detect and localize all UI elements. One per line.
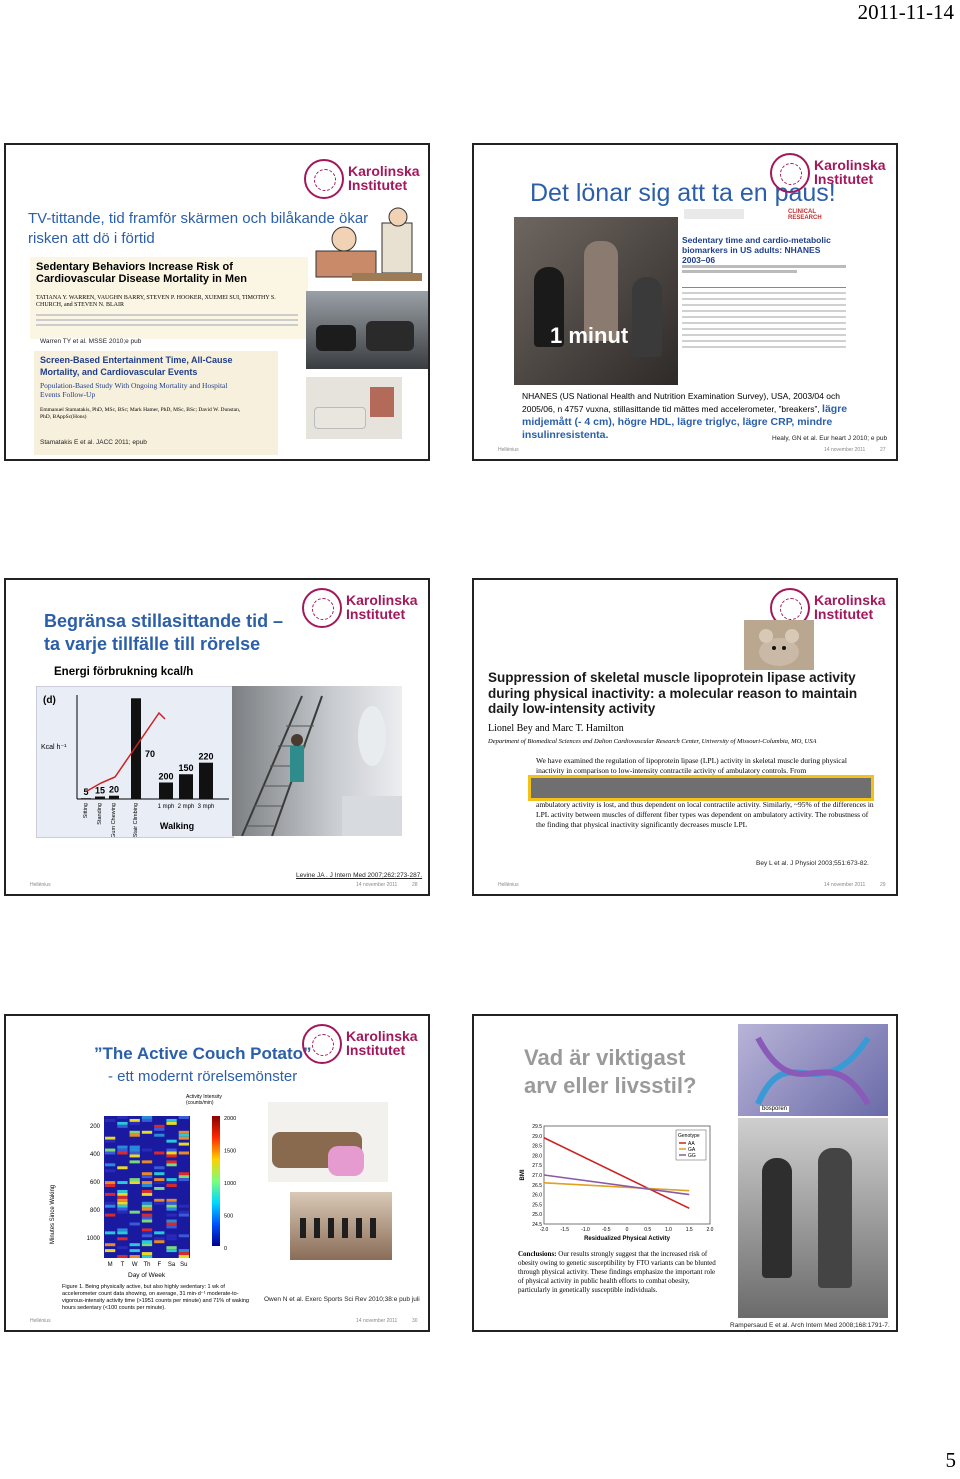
bar-category-label: 2 mph <box>177 804 195 810</box>
heatmap-cell <box>130 1223 140 1226</box>
slide-4 <box>472 578 898 896</box>
heatmap-cell <box>154 1199 164 1202</box>
slide-1-title: TV-tittande, tid framför skärmen och bilåkande ökar risken att dö i förtid <box>28 210 369 247</box>
heatmap-cell <box>142 1208 152 1211</box>
heatmap-cell <box>142 1228 152 1231</box>
heatmap-cell <box>117 1122 127 1125</box>
mouse-photo <box>744 620 814 670</box>
heatmap-cell <box>105 1140 115 1143</box>
heatmap-cell <box>166 1181 176 1184</box>
bar-value-label: 200 <box>158 771 174 782</box>
heatmap-cell <box>142 1175 152 1178</box>
y-tick-label: 27.0 <box>532 1173 542 1179</box>
heatmap-cell <box>117 1125 127 1128</box>
heatmap-cell <box>105 1137 115 1140</box>
ki-logo: Karolinska Institutet <box>770 588 888 634</box>
slide-6 <box>472 1014 898 1332</box>
ki-seal-icon <box>304 159 344 199</box>
heatmap-cell <box>117 1190 127 1193</box>
heatmap-cell <box>179 1116 189 1119</box>
energy-bar-chart <box>37 687 233 837</box>
heatmap-cell <box>117 1166 127 1169</box>
y-tick-label: 29.0 <box>532 1133 542 1140</box>
escalator-photo <box>232 686 402 836</box>
slide-2 <box>472 143 898 461</box>
heatmap-cell <box>105 1119 115 1122</box>
heatmap-cell <box>179 1143 189 1146</box>
bar-value-label: 5 <box>83 787 89 798</box>
page-number: 5 <box>945 1448 956 1472</box>
heatmap-cell <box>117 1255 127 1258</box>
paper-2-subtitle: Population-Based Study With Ongoing Mortality and Hospital Events Follow-Up <box>40 381 228 399</box>
heatmap-cell <box>154 1166 164 1169</box>
y-tick-label: 29.5 <box>532 1124 542 1130</box>
bmi-activity-chart <box>518 1120 718 1244</box>
heatmap-cell <box>166 1149 176 1152</box>
heatmap-cell <box>117 1116 127 1119</box>
x-tick-label: -1.5 <box>560 1227 570 1233</box>
heatmap-cell <box>179 1211 189 1214</box>
slide-5-subtitle: - ett modernt rörelsemönster <box>108 1068 298 1085</box>
heatmap-cell <box>117 1205 127 1208</box>
x-axis-label: Day of Week <box>128 1272 166 1279</box>
heatmap-cell <box>142 1160 152 1163</box>
y-tick-label: 800 <box>89 1208 100 1214</box>
heatmap-cell <box>166 1249 176 1252</box>
x-tick-label: 2.0 <box>706 1227 714 1233</box>
slide-6-ref: Rampersaud E et al. Arch Intern Med 2008;168:1791-7. <box>730 1322 890 1329</box>
couch-kids-photo <box>268 1102 388 1182</box>
heatmap-cell <box>142 1202 152 1205</box>
x-tick-label: 1.5 <box>685 1227 693 1233</box>
y-axis-label: Minutes Since Waking <box>50 1184 56 1244</box>
heatmap-cell <box>142 1181 152 1184</box>
heatmap-cell <box>142 1205 152 1208</box>
slide-3-footer-left: Hellénius <box>30 882 51 888</box>
legend-entry: AA <box>688 1141 695 1147</box>
y-tick-label: 400 <box>89 1152 100 1158</box>
heatmap-cell <box>117 1228 127 1231</box>
aerobics-class-photo <box>290 1192 392 1260</box>
day-label: Sa <box>167 1262 176 1268</box>
heatmap-cell <box>130 1131 140 1134</box>
heatmap-cell <box>142 1193 152 1196</box>
slide-1-ref-1: Warren TY et al. MSSE 2010;e pub <box>40 338 142 345</box>
slide-5-footer-num: 30 <box>412 1318 418 1324</box>
heatmap-legend-title: Activity Intensity (counts/min) <box>186 1094 222 1106</box>
heatmap-cell <box>142 1190 152 1193</box>
y-tick-label: 28.5 <box>532 1143 542 1150</box>
slide-4-footer-date: 14 november 2011 <box>824 882 866 888</box>
ki-logo: Karolinska Institutet <box>302 588 420 634</box>
slide-3-title: Begränsa stillasittande tid – ta varje tillfälle till rörelse <box>44 611 284 654</box>
heatmap-cell <box>105 1205 115 1208</box>
heatmap-cell <box>130 1122 140 1125</box>
slide-1-paper-1 <box>30 257 308 339</box>
chart-panel-label: (d) <box>43 695 56 706</box>
heatmap-cell <box>166 1205 176 1208</box>
one-minute-overlay: 1 minut <box>550 323 629 348</box>
y-tick-label: 600 <box>89 1180 100 1186</box>
heatmap-cell <box>154 1240 164 1243</box>
heatmap-cell <box>179 1214 189 1217</box>
heatmap-cell <box>142 1172 152 1175</box>
bar-2-mph <box>179 774 193 799</box>
bar-sitting <box>81 798 91 799</box>
heatmap-cell <box>105 1193 115 1196</box>
heatmap-cell <box>142 1116 152 1119</box>
heatmap-cell <box>166 1214 176 1217</box>
ki-seal-icon <box>302 588 342 628</box>
slide-2-footer-num: 27 <box>880 447 886 453</box>
heatmap-cell <box>130 1146 140 1149</box>
y-tick-label: 28.0 <box>532 1153 542 1160</box>
heatmap-cell <box>179 1131 189 1134</box>
heatmap-cell <box>117 1231 127 1234</box>
slide-2-paper: CLINICAL RESEARCH Sedentary time and cardio-metabolic biomarkers in US adults: NHANES 2003–06 <box>678 207 850 385</box>
heatmap-cell <box>117 1193 127 1196</box>
heatmap-cell <box>142 1217 152 1220</box>
bar-standing <box>95 797 105 799</box>
slide-3-footer-num: 28 <box>412 882 418 888</box>
paper-1-authors: TATIANA Y. WARREN, VAUGHN BARRY, STEVEN P. HOOKER, XUEMEI SUI, TIMOTHY S. CHURCH, and STEVEN N. BLAIR <box>36 295 276 308</box>
bar-3-mph <box>199 763 213 799</box>
slide-4-abstract-start: We have examined the regulation of lipoprotein lipase (LPL) activity in skeletal muscle during physical inactivity in comparison to low-intensity contractile activity of ambulatory controls. From <box>536 756 847 775</box>
heatmap-cell <box>154 1172 164 1175</box>
bar-value-label: 220 <box>198 751 214 762</box>
day-label: Su <box>180 1262 188 1268</box>
heatmap-cell <box>166 1234 176 1237</box>
heatmap-cell <box>117 1146 127 1149</box>
heatmap-cell <box>166 1223 176 1226</box>
tv-room-photo <box>306 377 402 439</box>
heatmap-cell <box>154 1202 164 1205</box>
bar-category-label: 1 mph <box>157 804 175 810</box>
y-tick-label: 200 <box>89 1124 100 1130</box>
heatmap-cell <box>142 1231 152 1234</box>
legend-tick-label: 1000 <box>224 1181 237 1187</box>
legend-tick-label: 500 <box>224 1213 234 1220</box>
slide-5-footer-left: Hellénius <box>30 1318 51 1324</box>
heatmap-cell <box>130 1181 140 1184</box>
heatmap-cell <box>105 1152 115 1155</box>
header-date: 2011-11-14 <box>857 0 954 24</box>
conclusion-box: Conclusions: Our results strongly suggest that the increased risk of obesity owing to genetic susceptibility by FTO variants can be blunted through physical activity. These findings emphasize the important role of physical activity in public health efforts to combat obesity, particularly in genetically susceptible individuals. <box>518 1250 716 1318</box>
paper-1-title: Sedentary Behaviors Increase Risk of Cardiovascular Disease Mortality in Men <box>36 261 247 285</box>
bar-category-label: Standing <box>97 803 103 825</box>
bar-category-label: Stair Climbing <box>133 803 139 837</box>
heatmap-cell <box>166 1154 176 1157</box>
heatmap-cell <box>130 1152 140 1155</box>
slide-2-footer-date: 14 november 2011 <box>824 447 866 453</box>
y-tick-label: 24.5 <box>532 1222 542 1228</box>
y-tick-label: 26.5 <box>532 1182 542 1189</box>
bar-value-label: 150 <box>178 763 194 774</box>
y-tick-label: 25.0 <box>532 1212 542 1219</box>
heatmap-cell <box>154 1187 164 1190</box>
heatmap-cell <box>117 1211 127 1214</box>
heatmap-cell <box>130 1178 140 1181</box>
heatmap-cell <box>142 1252 152 1255</box>
day-label: T <box>120 1262 125 1268</box>
slide-2-paper-title: Sedentary time and cardio-metabolic biomarkers in US adults: NHANES 2003–06 <box>682 235 831 265</box>
heatmap-cell <box>179 1234 189 1237</box>
y-tick-label: 1000 <box>86 1236 100 1242</box>
bar-category-label: 3 mph <box>197 804 215 810</box>
slide-1-ref-2: Stamatakis E et al. JACC 2011; epub <box>40 439 147 446</box>
heatmap-cell <box>142 1234 152 1237</box>
heatmap-cell <box>117 1208 127 1211</box>
heatmap-cell <box>130 1255 140 1258</box>
heatmap-cell <box>154 1134 164 1137</box>
heatmap-cell <box>166 1163 176 1166</box>
heatmap-cell <box>142 1240 152 1243</box>
bar-1-mph <box>159 782 173 799</box>
heatmap-cell <box>117 1181 127 1184</box>
couch-cartoon-icon <box>308 203 426 285</box>
heatmap-cell <box>166 1220 176 1223</box>
heatmap-cell <box>130 1211 140 1214</box>
heatmap-cell <box>130 1249 140 1252</box>
heatmap-cell <box>179 1252 189 1255</box>
heatmap-cell <box>179 1178 189 1181</box>
ki-seal-icon <box>302 1024 342 1064</box>
heatmap-cell <box>105 1163 115 1166</box>
y-tick-label: 27.5 <box>532 1163 542 1170</box>
chart-y-label: Kcal h⁻¹ <box>41 744 67 751</box>
heatmap-cell <box>166 1178 176 1181</box>
bar-stair-climbing <box>131 698 141 799</box>
slide-4-ref: Bey L et al. J Physiol 2003;551:673-82. <box>756 860 869 867</box>
y-tick-label: 26.0 <box>532 1192 542 1199</box>
legend-entry: GA <box>688 1147 696 1153</box>
heatmap-cell <box>166 1202 176 1205</box>
heatmap-cell <box>142 1214 152 1217</box>
slide-5-footer-date: 14 november 2011 <box>356 1318 398 1324</box>
figure-caption: Figure 1. Being physically active, but also highly sedentary: 1 wk of accelerometer count data showing, on average, 31 min·d⁻¹ moderate-to-vigorous-intensity activity time (>1951 counts per minute) and 71% of waking hours sedentary (<100 counts per minute). <box>62 1284 249 1311</box>
bar-value-label: 15 <box>94 785 106 796</box>
slide-4-authors: Lionel Bey and Marc T. Hamilton <box>488 723 624 734</box>
legend-title: Genotype <box>678 1133 700 1139</box>
x-tick-label: 1.0 <box>665 1227 672 1233</box>
heatmap-cell <box>117 1196 127 1199</box>
y-axis-label: BMI <box>520 1169 526 1181</box>
paper-2-title: Screen-Based Entertainment Time, All-Cause Mortality, and Cardiovascular Events <box>40 355 233 377</box>
heatmap-cell <box>142 1184 152 1187</box>
heatmap-cell <box>154 1231 164 1234</box>
slide-5 <box>4 1014 430 1332</box>
heatmap-cell <box>105 1169 115 1172</box>
traffic-photo <box>306 291 428 369</box>
slide-4-affiliation: Department of Biomedical Sciences and Dalton Cardiovascular Research Center, University of Missouri-Columbia, MO, USA <box>488 738 817 745</box>
activity-heatmap <box>62 1108 242 1278</box>
day-label: W <box>131 1262 138 1268</box>
heatmap-cell <box>105 1231 115 1234</box>
slide-4-footer-left: Hellénius <box>498 882 519 888</box>
heatmap-cell <box>117 1202 127 1205</box>
heatmap-cell <box>166 1208 176 1211</box>
heatmap-cell <box>117 1237 127 1240</box>
heatmap-cell <box>105 1149 115 1152</box>
slide-5-ref: Owen N et al. Exerc Sports Sci Rev 2010;38:e pub juli <box>264 1296 420 1303</box>
heatmap-cell <box>154 1125 164 1128</box>
heatmap-cell <box>105 1243 115 1246</box>
slide-1 <box>4 143 430 461</box>
slide-6-title: Vad är viktigast arv eller livsstil? <box>524 1045 697 1098</box>
x-axis-label: Residualized Physical Activity <box>584 1236 670 1242</box>
legend-tick-label: 2000 <box>224 1116 237 1122</box>
heatmap-cell <box>105 1249 115 1252</box>
heatmap-cell <box>142 1119 152 1122</box>
ki-logo: Karolinska Institutet <box>304 159 422 205</box>
heatmap-cell <box>179 1255 189 1258</box>
ki-seal-icon <box>770 153 810 193</box>
heatmap-cell <box>166 1184 176 1187</box>
slide-3-footer-date: 14 november 2011 <box>356 882 398 888</box>
heatmap-cell <box>105 1181 115 1184</box>
heatmap-cell <box>166 1122 176 1125</box>
heatmap-cell <box>130 1243 140 1246</box>
dna-label: bosporen <box>762 1106 788 1112</box>
slide-2-ref: Healy, GN et al. Eur heart J 2010; e pub <box>772 435 888 442</box>
heatmap-cell <box>179 1249 189 1252</box>
bar-category-label: Gum Chewing <box>111 803 117 837</box>
x-tick-label: -0.5 <box>601 1227 611 1233</box>
slide-4-abstract-end: ambulatory activity is lost, and thus dependent on local contractile activity. Similarly, ~95% of the differences in LPL activity between muscles of different fiber types was dependent on ambulatory activity. The robustness of the finding that physical inactivity significantly decreases muscle LPL <box>536 800 874 829</box>
ki-logo: Karolinska Institutet <box>302 1024 420 1070</box>
legend-tick-label: 0 <box>224 1246 228 1252</box>
heatmap-cell <box>130 1160 140 1163</box>
y-tick-label: 25.5 <box>532 1202 542 1209</box>
x-tick-label: 0 <box>625 1227 629 1233</box>
heatmap-cell <box>166 1140 176 1143</box>
heatmap-cell <box>130 1119 140 1122</box>
day-label: M <box>107 1262 113 1268</box>
slide-2-title: Det lönar sig att ta en paus! <box>530 179 836 207</box>
street-crowd-photo <box>738 1118 888 1318</box>
heatmap-cell <box>179 1205 189 1208</box>
heatmap-cell <box>117 1246 127 1249</box>
slide-2-footer-left: Hellénius <box>498 447 519 453</box>
heatmap-cell <box>179 1175 189 1178</box>
x-tick-label: -2.0 <box>539 1227 549 1233</box>
energy-chart <box>36 686 234 838</box>
annotation-70: 70 <box>145 749 156 759</box>
slide-4-footer-num: 29 <box>880 882 886 888</box>
bar-category-label: Sitting <box>83 803 89 819</box>
heatmap-cell <box>117 1149 127 1152</box>
walking-group-label: Walking <box>159 821 195 831</box>
slide-3-ref: Levine JA . J Intern Med 2007;262:273-287. <box>296 872 423 879</box>
heatmap-cell <box>130 1154 140 1157</box>
heatmap-cell <box>179 1152 189 1155</box>
heatmap-cell <box>179 1172 189 1175</box>
paper-2-authors: Emmanuel Stamatakis, PhD, MSc, BSc; Mark Hamer, PhD, MSc, BSc; David W. Dunstan, PhD, BAppSc(Hons) <box>40 407 241 420</box>
mouse-icon <box>744 620 814 670</box>
heatmap-cell <box>142 1255 152 1258</box>
heatmap-cell <box>154 1152 164 1155</box>
day-label: Th <box>143 1262 151 1268</box>
heatmap-cell <box>154 1237 164 1240</box>
legend-tick-label: 1500 <box>224 1148 237 1155</box>
dna-helix-icon <box>738 1024 888 1116</box>
slide-3 <box>4 578 430 896</box>
heatmap-cell <box>130 1149 140 1152</box>
abstract-highlight-box <box>528 775 874 801</box>
heatmap-cell <box>166 1119 176 1122</box>
heatmap-cell <box>166 1246 176 1249</box>
chart-label: Energi förbrukning kcal/h <box>54 666 194 678</box>
heatmap-color-legend <box>212 1116 220 1246</box>
heatmap-cell <box>166 1160 176 1163</box>
heatmap-cell <box>166 1152 176 1155</box>
heatmap-cell <box>166 1225 176 1228</box>
heatmap-cell <box>166 1199 176 1202</box>
heatmap-cell <box>154 1181 164 1184</box>
x-tick-label: 0.5 <box>644 1227 652 1233</box>
heatmap-cell <box>179 1137 189 1140</box>
bar-gum-chewing <box>109 796 119 799</box>
heatmap-cell <box>166 1237 176 1240</box>
slide-2-text: NHANES (US National Health and Nutrition Examination Survey), USA, 2003/04 och 2005/06, n 4757 vuxna, stillasittande tid mättes med accelerometer, ”breakers”, lägre midjemått (- 4 cm), högre HDL, lägre triglyc, lägre CRP, mindre insulinresistenta. <box>522 391 874 442</box>
ki-logo: Karolinska Institutet <box>770 153 888 199</box>
legend-entry: GG <box>688 1153 696 1159</box>
heatmap-cell <box>154 1178 164 1181</box>
heatmap-cell <box>142 1149 152 1152</box>
heatmap-cell <box>130 1134 140 1137</box>
heatmap-cell <box>154 1128 164 1131</box>
heatmap-cell <box>179 1134 189 1137</box>
day-label: F <box>157 1262 162 1268</box>
heatmap-cell <box>117 1152 127 1155</box>
heatmap-cell <box>142 1131 152 1134</box>
heatmap-cell <box>142 1220 152 1223</box>
heatmap-cell <box>105 1184 115 1187</box>
slide-5-title: ”The Active Couch Potato” <box>94 1044 312 1063</box>
heatmap-cell <box>105 1202 115 1205</box>
bar-value-label: 20 <box>108 784 120 795</box>
classroom-stretch-photo <box>514 217 678 385</box>
slide-4-paper-title: Suppression of skeletal muscle lipoprotein lipase activity during physical inactivity: a molecular reason to maintain daily low-intensity activity <box>488 670 858 716</box>
heatmap-cell <box>105 1214 115 1217</box>
x-tick-label: -1.0 <box>581 1227 590 1233</box>
heatmap-cell <box>117 1199 127 1202</box>
stairs-icon <box>232 686 402 836</box>
heatmap-cell <box>142 1243 152 1246</box>
dna-image <box>738 1024 888 1116</box>
